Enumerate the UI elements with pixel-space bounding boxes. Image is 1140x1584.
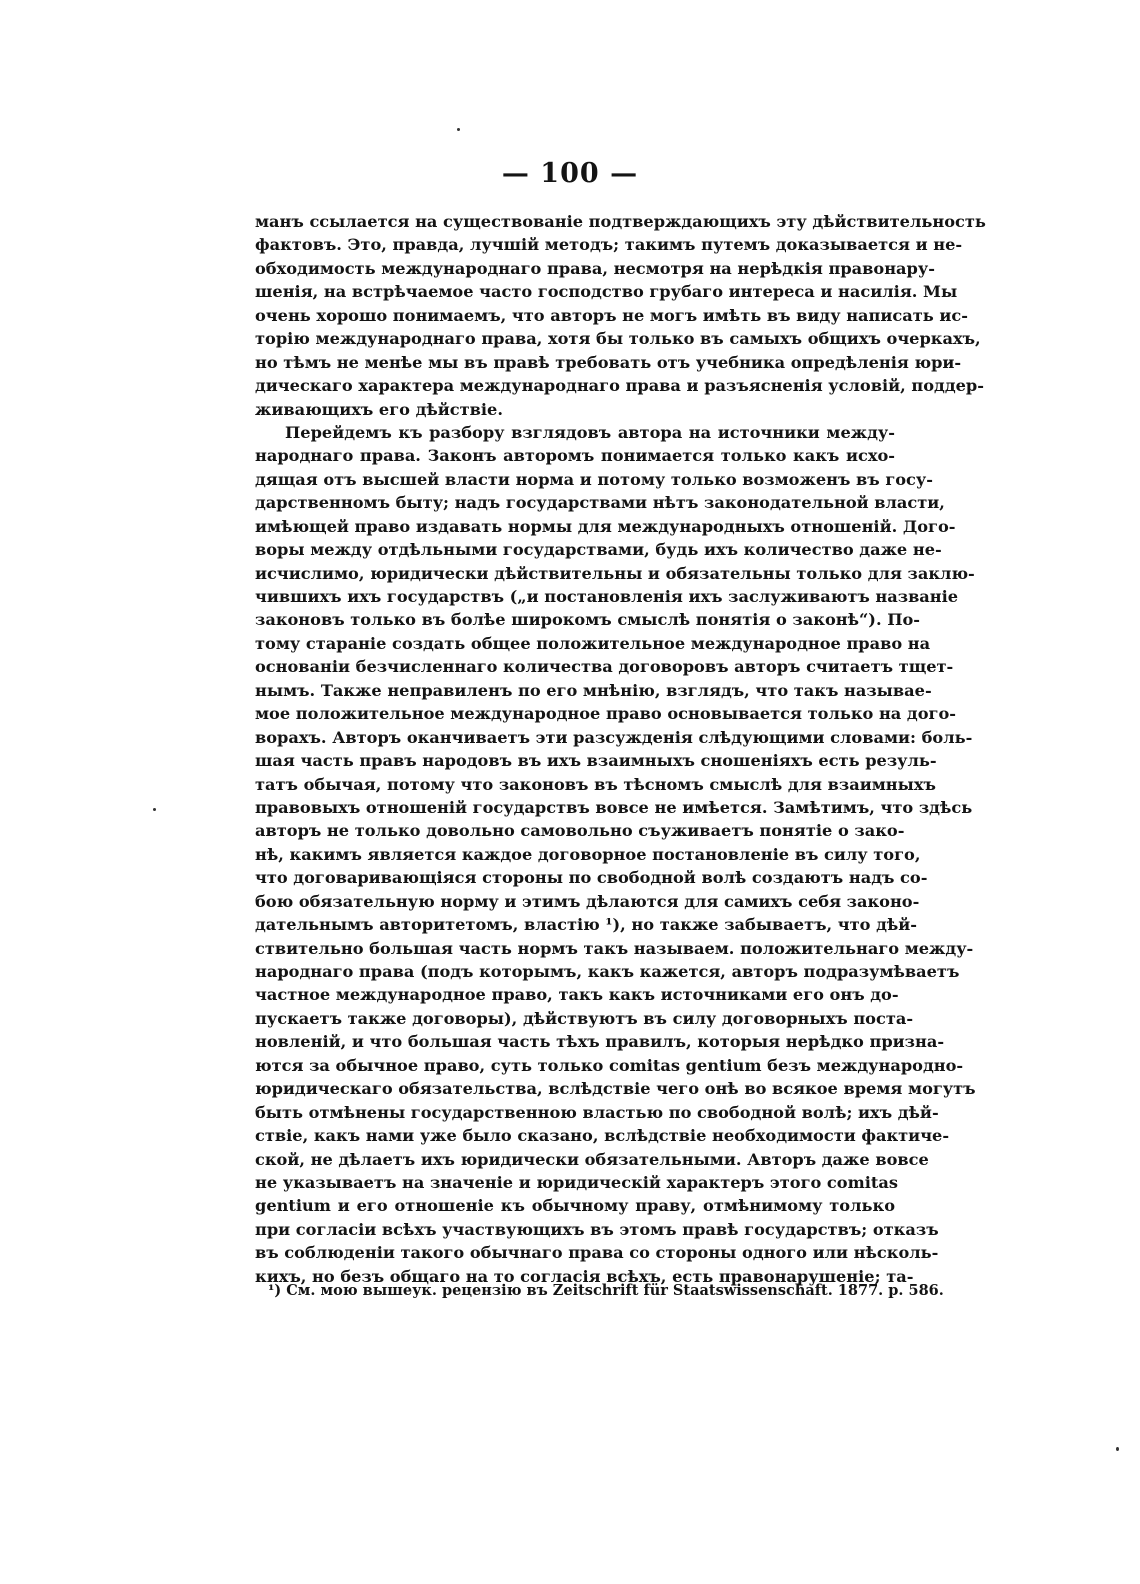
text-line: дарственномъ быту; надъ государствами нѣтъ законодательной власти, xyxy=(255,493,945,513)
text-line: основаніи безчисленнаго количества договоровъ авторъ считаетъ тщет- xyxy=(255,657,954,677)
text-line: ворахъ. Авторъ оканчиваетъ эти разсужденія слѣдующими словами: боль- xyxy=(255,727,973,747)
text-line: народнаго права. Законъ авторомъ понимается только какъ исхо- xyxy=(255,446,895,466)
text-line: шенія, на встрѣчаемое часто господство грубаго интереса и насилія. Мы xyxy=(255,282,958,302)
text-line: воры между отдѣльными государствами, будь ихъ количество даже не- xyxy=(255,540,942,560)
text-line: народнаго права (подъ которымъ, какъ кажется, авторъ подразумѣваетъ xyxy=(255,962,960,981)
text-line: что договаривающіяся стороны по свободной волѣ создаютъ надъ со- xyxy=(255,868,928,888)
scan-speck xyxy=(153,808,156,811)
text-line: очень хорошо понимаемъ, что авторъ не могъ имѣть въ виду написать ис- xyxy=(255,305,968,325)
text-line: мое положительное международное право основывается только на дого- xyxy=(255,704,956,724)
text-line: манъ ссылается на существованіе подтверждающихъ эту дѣйствительность xyxy=(255,212,986,231)
text-line: ются за обычное право, суть только comitas gentium безъ международно- xyxy=(255,1055,964,1075)
text-line: дательнымъ авторитетомъ, властію ¹), но также забываетъ, что дѣй- xyxy=(255,915,918,935)
text-line: ствительно большая часть нормъ такъ называем. положительнаго между- xyxy=(255,938,974,958)
text-line: юридическаго обязательства, вслѣдствіе чего онѣ во всякое время могутъ xyxy=(255,1079,976,1099)
text-line: правовыхъ отношеній государствъ вовсе не имѣется. Замѣтимъ, что здѣсь xyxy=(255,797,973,817)
text-line: тому стараніе создать общее положительное международное право на xyxy=(255,633,931,653)
text-line: имѣющей право издавать нормы для международныхъ отношеній. Дого- xyxy=(255,516,956,536)
text-line: нымъ. Также неправиленъ по его мнѣнію, взглядъ, что такъ называе- xyxy=(255,680,932,700)
text-line: живающихъ его дѣйствіе. xyxy=(255,399,503,419)
text-line: дическаго характера международнаго права и разъясненія условій, поддер- xyxy=(255,376,984,396)
text-line: ствіе, какъ нами уже было сказано, вслѣдствіе необходимости фактиче- xyxy=(255,1126,950,1146)
main-text xyxy=(255,210,986,1288)
text-line: законовъ только въ болѣе широкомъ смыслѣ понятія о законѣ“). По- xyxy=(255,610,921,630)
text-line: gentium и его отношеніе къ обычному праву, отмѣнимому только xyxy=(255,1196,895,1216)
text-line: пускаетъ также договоры), дѣйствуютъ въ силу договорныхъ поста- xyxy=(255,1008,914,1028)
text-line: татъ обычая, потому что законовъ въ тѣсномъ смыслѣ для взаимныхъ xyxy=(255,774,936,794)
text-line: не указываетъ на значеніе и юридическій характеръ этого comitas xyxy=(255,1172,898,1192)
text-line: авторъ не только довольно самовольно съуживаетъ понятіе о зако- xyxy=(255,821,905,841)
text-line: шая часть правъ народовъ въ ихъ взаимныхъ сношеніяхъ есть резуль- xyxy=(255,751,937,771)
text-line: быть отмѣнены государственною властью по свободной волѣ; ихъ дѣй- xyxy=(255,1102,939,1122)
text-line: исчислимо, юридически дѣйствительны и обязательны только для заклю- xyxy=(255,563,975,583)
text-line: обходимость международнаго права, несмотря на нерѣдкія правонару- xyxy=(255,258,935,278)
page-number: — 100 — xyxy=(501,158,639,189)
scan-speck xyxy=(1116,1447,1119,1451)
text-line: въ соблюденіи такого обычнаго права со стороны одного или нѣсколь- xyxy=(255,1243,939,1263)
footnote: ¹) См. мою вышеук. рецензію въ Zeitschrift für Staatswissenschaft. 1877. p. 586. xyxy=(268,1282,944,1299)
text-line: фактовъ. Это, правда, лучшій методъ; такимъ путемъ доказывается и не- xyxy=(255,235,963,255)
text-line: бою обязательную норму и этимъ дѣлаются для самихъ себя законо- xyxy=(255,891,920,911)
text-line: нѣ, какимъ является каждое договорное постановленіе въ силу того, xyxy=(255,844,921,864)
text-line: чившихъ ихъ государствъ („и постановленія ихъ заслуживаютъ названіе xyxy=(255,587,959,606)
text-line: торію международнаго права, хотя бы только въ самыхъ общихъ очеркахъ, xyxy=(255,329,981,349)
paragraph-start-line: Перейдемъ къ разбору взглядовъ автора на источники между- xyxy=(285,422,895,442)
scan-speck xyxy=(457,128,460,131)
text-line: но тѣмъ не менѣе мы въ правѣ требовать отъ учебника опредѣленія юри- xyxy=(255,352,962,372)
text-line: частное международное право, такъ какъ источниками его онъ до- xyxy=(255,985,899,1005)
text-line: ской, не дѣлаетъ ихъ юридически обязательными. Авторъ даже вовсе xyxy=(255,1149,929,1169)
text-line: кихъ, но безъ общаго на то согласія всѣхъ, есть правонарушеніе; та- xyxy=(255,1266,914,1286)
text-line: дящая отъ высшей власти норма и потому только возможенъ въ госу- xyxy=(255,469,933,489)
text-line: новленій, и что большая часть тѣхъ правилъ, которыя нерѣдко призна- xyxy=(255,1032,945,1052)
text-line: при согласіи всѣхъ участвующихъ въ этомъ правѣ государствъ; отказъ xyxy=(255,1219,939,1239)
